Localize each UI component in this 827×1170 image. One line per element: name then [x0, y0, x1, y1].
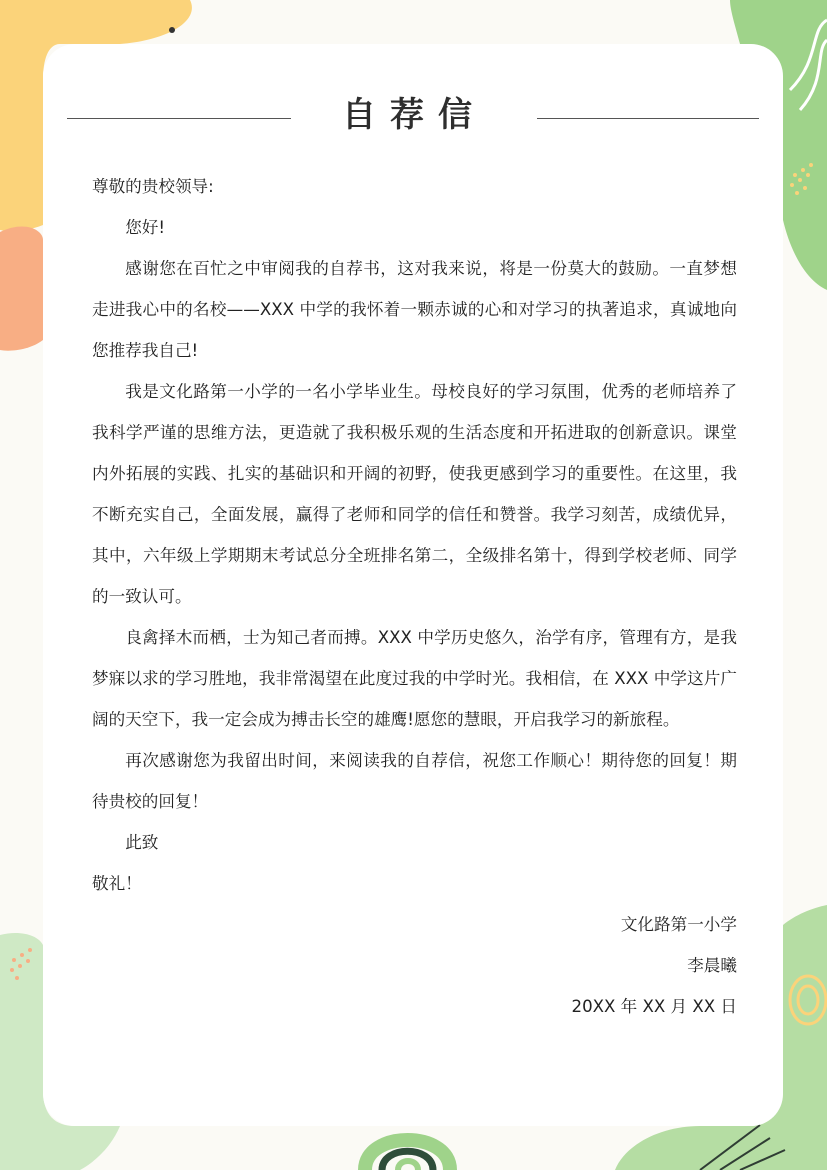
paragraph: 再次感谢您为我留出时间，来阅读我的自荐信，祝您工作顺心！期待您的回复！期待贵校的回复！	[92, 751, 737, 811]
closing-line: 此致	[125, 833, 159, 852]
salutation: 尊敬的贵校领导:	[92, 177, 214, 196]
paragraph: 我是文化路第一小学的一名小学毕业生。母校良好的学习氛围，优秀的老师培养了我科学严谨的思维方法，更造就了我积极乐观的生活态度和开拓进取的创新意识。课堂内外拓展的实践、扎实的基础识和开阔的初野，使我更感到学习的重要性。在这里，我不断充实自己，全面发展，赢得了老师和同学的信任和赞誉。我学习刻苦，成绩优异，其中，六年级上学期期末考试总分全班排名第二，全级排名第十，得到学校老师、同学的一致认可。	[92, 382, 737, 606]
paragraph: 感谢您在百忙之中审阅我的自荐书，这对我来说，将是一份莫大的鼓励。一直梦想走进我心中的名校——XXX 中学的我怀着一颗赤诚的心和对学习的执著追求，真诚地向您推荐我自己!	[92, 259, 737, 360]
orange-leaf-left	[0, 227, 43, 351]
title-divider-left	[67, 118, 291, 119]
signature-school: 文化路第一小学	[620, 915, 737, 934]
letter-body	[92, 166, 737, 1027]
dot-decoration	[169, 27, 175, 33]
signature-date: 20XX 年 XX 月 XX 日	[571, 997, 737, 1016]
green-arch-bottom-center	[365, 1140, 450, 1170]
page-title: 自荐信	[342, 95, 486, 135]
title-divider-right	[537, 118, 759, 119]
signature-name: 李晨曦	[687, 956, 737, 975]
closing-salute: 敬礼！	[92, 874, 142, 893]
title-row	[0, 92, 827, 138]
paragraph: 良禽择木而栖，士为知己者而搏。XXX 中学历史悠久，治学有序，管理有方，是我梦寐以求的学习胜地，我非常渴望在此度过我的中学时光。我相信，在 XXX 中学这片广阔的天空下，我一定会成为搏击长空的雄鹰!愿您的慧眼，开启我学习的新旅程。	[92, 628, 737, 729]
greeting: 您好!	[125, 218, 166, 237]
